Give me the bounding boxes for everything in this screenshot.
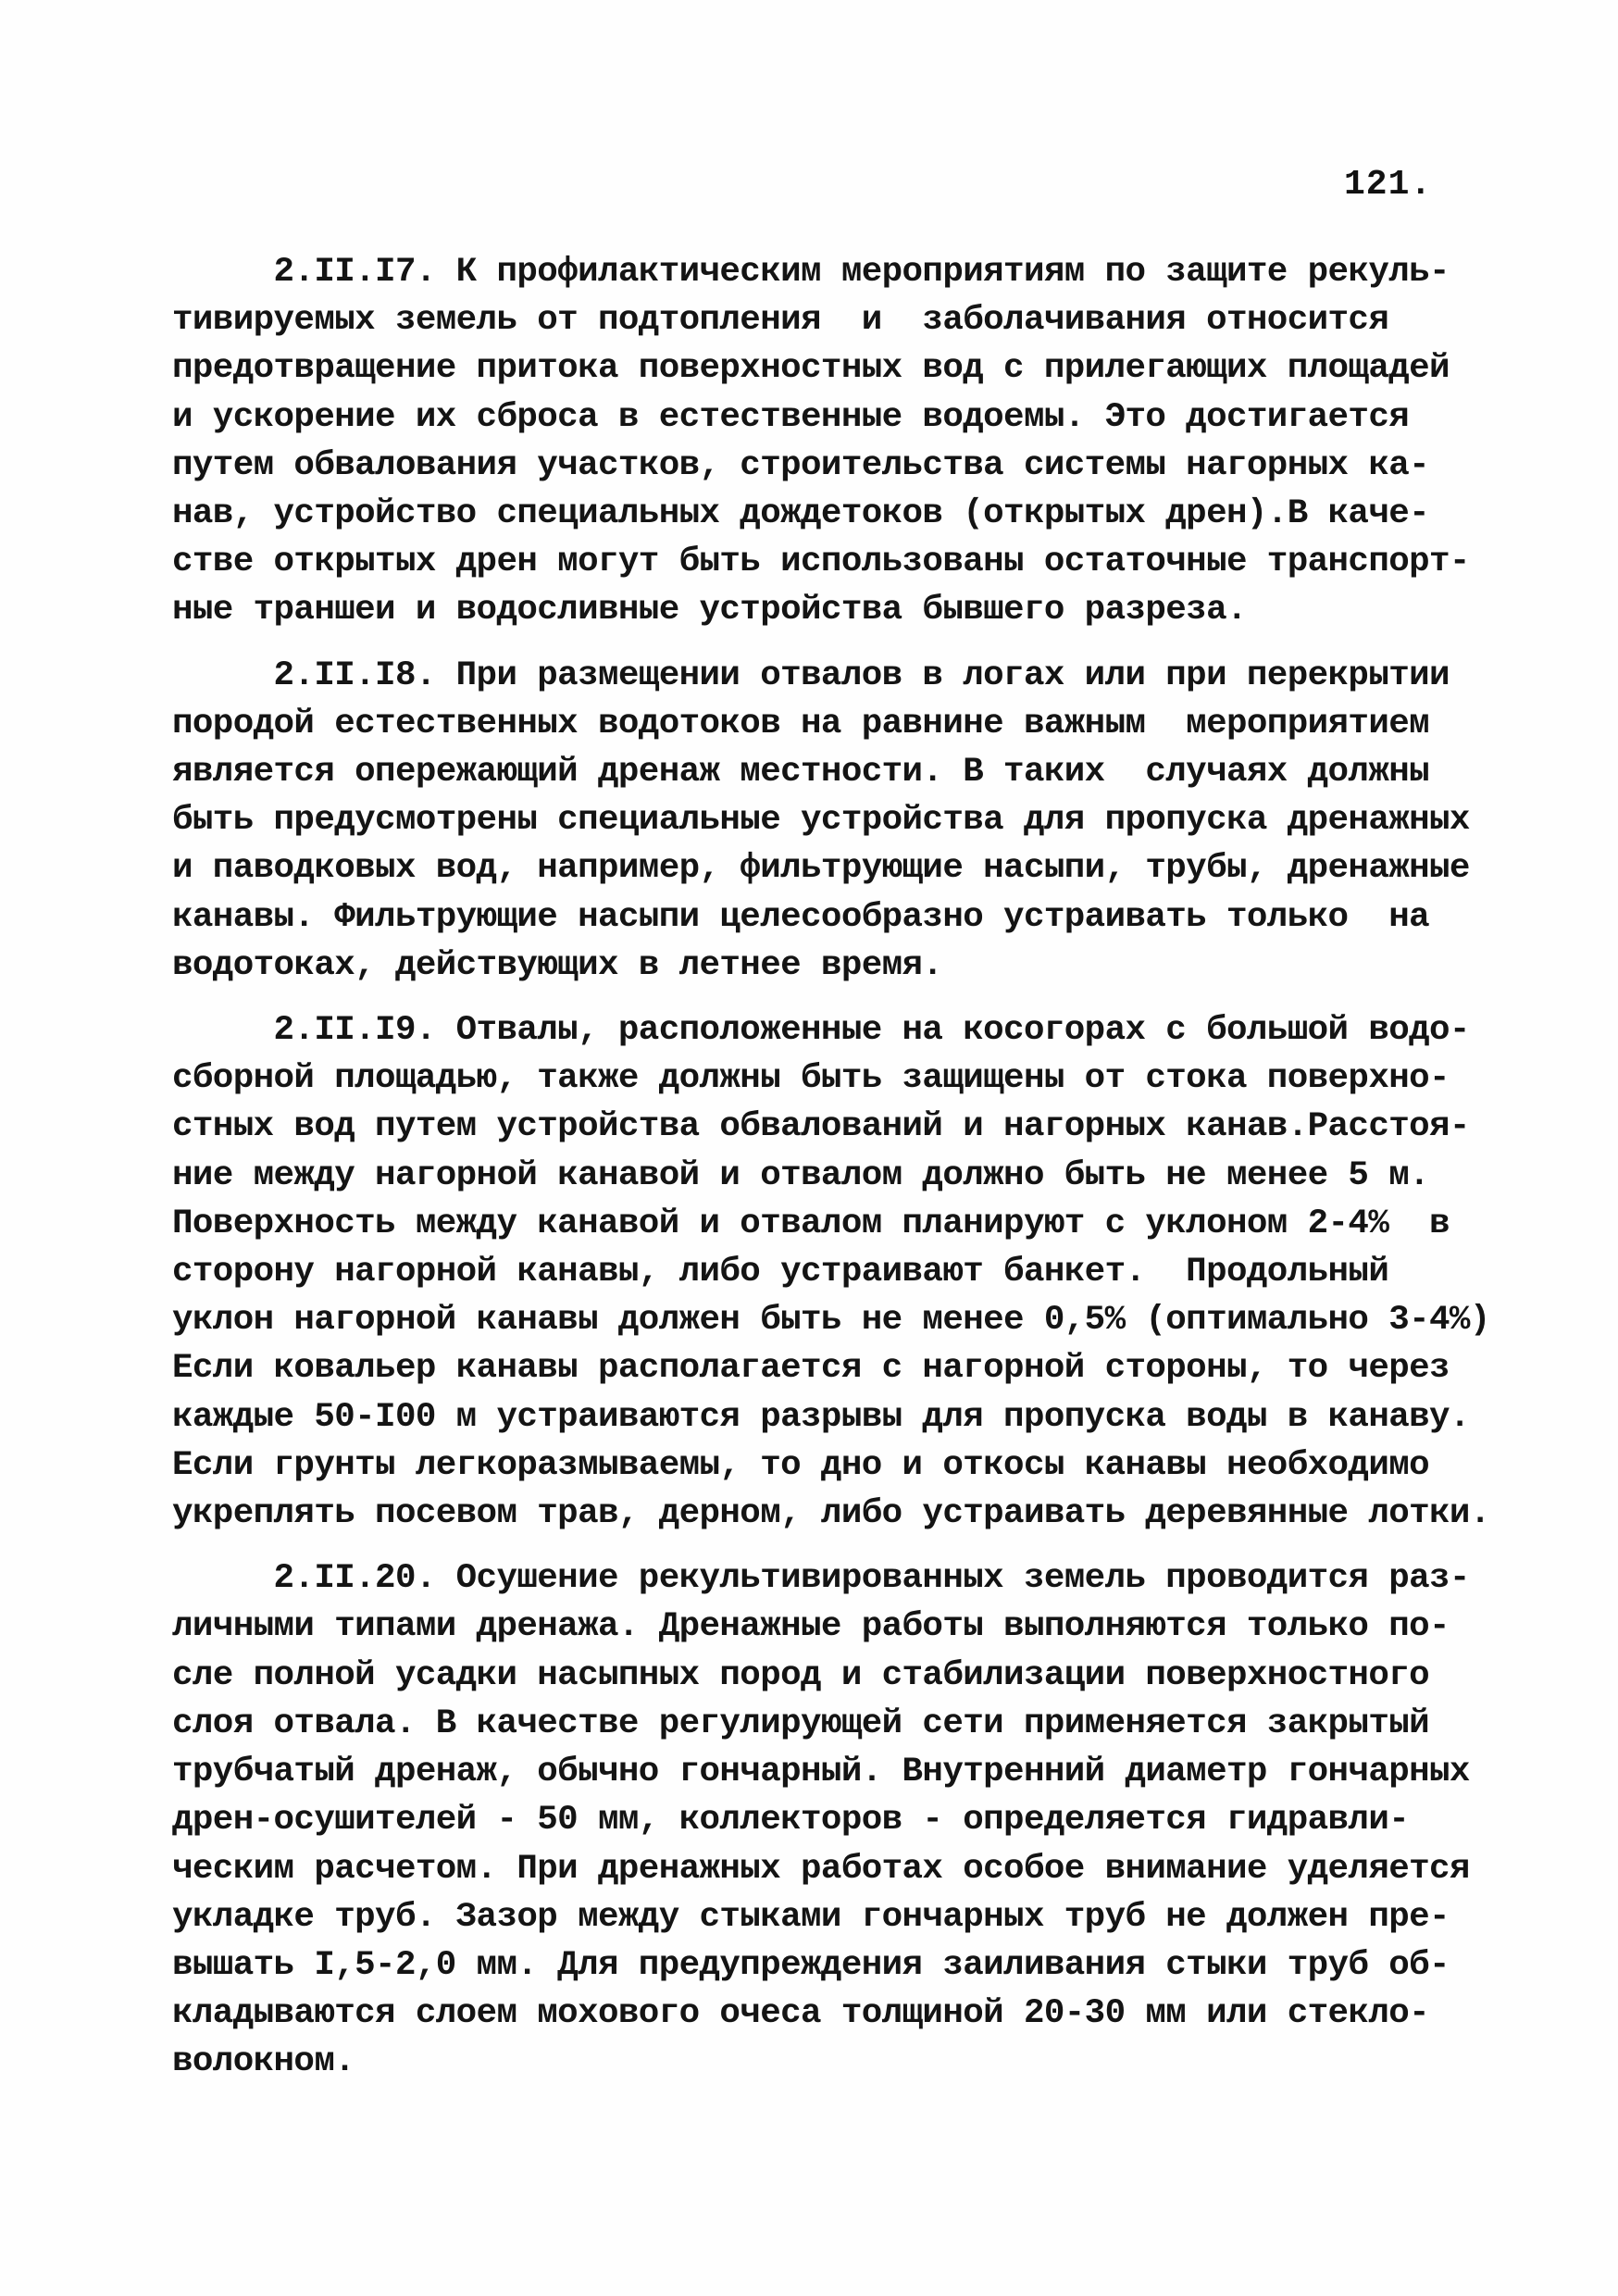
paragraph-2-11-19: [172, 1006, 1490, 1538]
text-line: водотоках, действующих в летнее время.: [172, 945, 943, 985]
text-line: Поверхность между канавой и отвалом планируют с уклоном 2-4% в: [172, 1204, 1450, 1243]
text-line: сборной площадью, также должны быть защищены от стока поверхно-: [172, 1059, 1450, 1099]
text-line: нав, устройство специальных дождетоков (открытых дрен).В каче-: [172, 494, 1430, 534]
text-line: кладываются слоем мохового очеса толщиной 20-30 мм или стекло-: [172, 1994, 1430, 2034]
text-line: уклон нагорной канавы должен быть не менее 0,5% (оптимально 3-4%): [172, 1301, 1490, 1341]
text-line: 2.II.I7. К профилактическим мероприятиям по защите рекуль-: [172, 253, 1450, 292]
paragraph-2-11-20: [172, 1554, 1470, 2086]
text-line: породой естественных водотоков на равнине важным мероприятием: [172, 704, 1430, 743]
text-line: предотвращение притока поверхностных вод с прилегающих площадей: [172, 349, 1450, 389]
page-number: 121.: [1344, 165, 1433, 205]
text-line: путем обвалования участков, строительства системы нагорных ка-: [172, 445, 1430, 485]
text-line: и ускорение их сброса в естественные водоемы. Это достигается: [172, 397, 1410, 437]
text-line: каждые 50-I00 м устраиваются разрывы для пропуска воды в канаву.: [172, 1397, 1470, 1437]
text-line: ние между нагорной канавой и отвалом должно быть не менее 5 м.: [172, 1155, 1430, 1195]
text-line: Если ковальер канавы располагается с нагорной стороны, то через: [172, 1349, 1450, 1389]
text-line: ческим расчетом. При дренажных работах особое внимание уделяется: [172, 1849, 1470, 1889]
text-line: личными типами дренажа. Дренажные работы выполняются только по-: [172, 1607, 1450, 1647]
text-line: 2.II.20. Осушение рекультивированных земель проводится раз-: [172, 1559, 1470, 1599]
text-line: и паводковых вод, например, фильтрующие насыпи, трубы, дренажные: [172, 849, 1470, 889]
text-line: сле полной усадки насыпных пород и стабилизации поверхностного: [172, 1655, 1430, 1695]
text-line: укладке труб. Зазор между стыками гончарных труб не должен пре-: [172, 1897, 1450, 1937]
text-line: волокном.: [172, 2042, 355, 2082]
text-line: дрен-осушителей - 50 мм, коллекторов - определяется гидравли-: [172, 1801, 1410, 1841]
paragraph-2-11-18: [172, 652, 1470, 990]
text-line: тивируемых земель от подтопления и заболачивания относится: [172, 301, 1389, 341]
text-line: укреплять посевом трав, дерном, либо устраивать деревянные лотки.: [172, 1494, 1490, 1534]
text-line: является опережающий дренаж местности. В таких случаях должны: [172, 753, 1430, 792]
text-line: канавы. Фильтрующие насыпи целесообразно устраивать только на: [172, 897, 1430, 937]
text-line: 2.II.I8. При размещении отвалов в логах или при перекрытии: [172, 655, 1450, 695]
text-line: быть предусмотрены специальные устройства для пропуска дренажных: [172, 801, 1470, 841]
text-line: стных вод путем устройства обвалований и нагорных канав.Расстоя-: [172, 1107, 1470, 1147]
paragraph-2-11-17: [172, 248, 1470, 635]
text-line: стве открытых дрен могут быть использованы остаточные транспорт-: [172, 543, 1470, 582]
text-line: ные траншеи и водосливные устройства бывшего разреза.: [172, 591, 1247, 630]
text-line: вышать I,5-2,0 мм. Для предупреждения заиливания стыки труб об-: [172, 1945, 1450, 1985]
text-line: сторону нагорной канавы, либо устраивают банкет. Продольный: [172, 1253, 1389, 1292]
text-line: Если грунты легкоразмываемы, то дно и откосы канавы необходимо: [172, 1445, 1430, 1485]
text-line: 2.II.I9. Отвалы, расположенные на косогорах с большой водо-: [172, 1011, 1470, 1051]
document-body: [172, 248, 1490, 2103]
text-line: трубчатый дренаж, обычно гончарный. Внутренний диаметр гончарных: [172, 1753, 1470, 1792]
text-line: слоя отвала. В качестве регулирующей сети применяется закрытый: [172, 1703, 1430, 1743]
